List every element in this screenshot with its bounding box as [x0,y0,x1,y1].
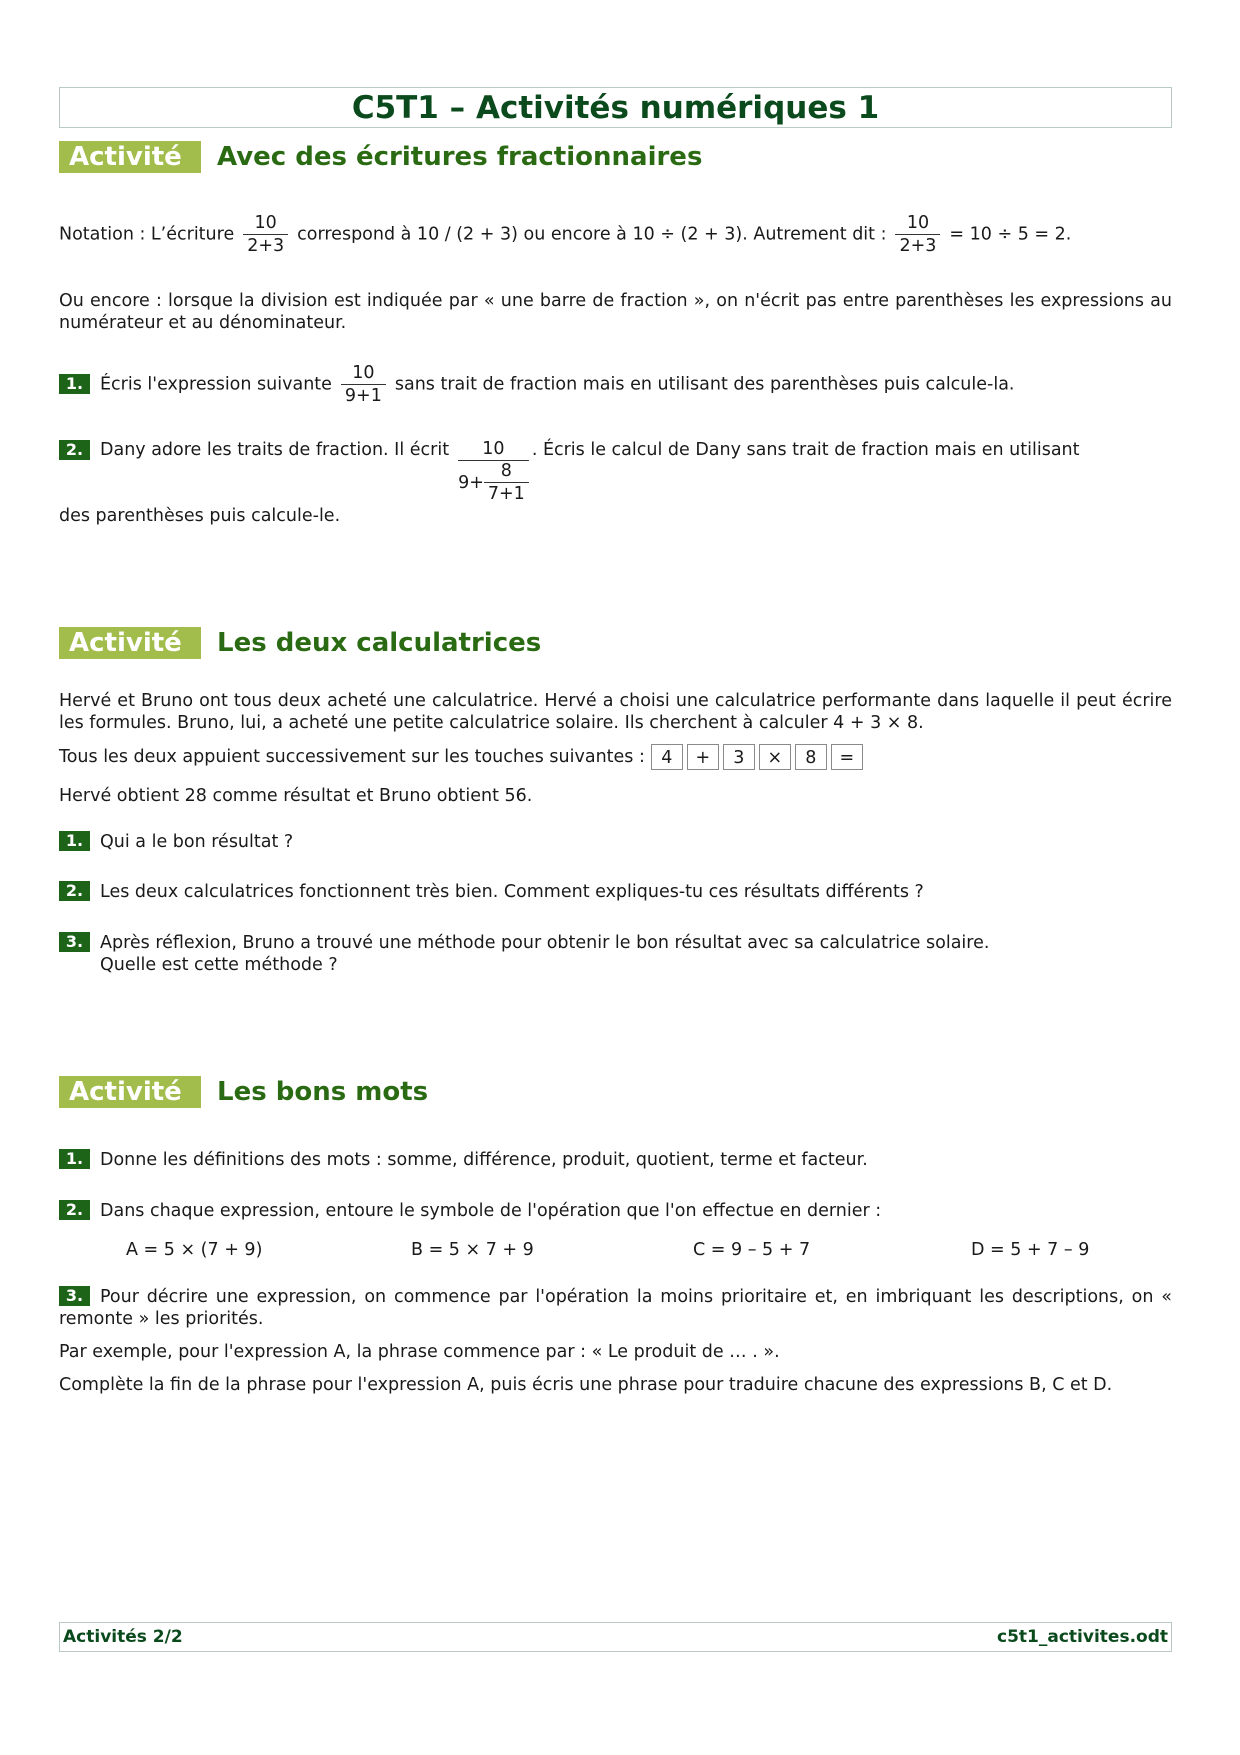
complete-paragraph: Complète la fin de la phrase pour l'expression A, puis écris une phrase pour traduire chacune des expressions B, C et D. [59,1375,1113,1395]
activity-4-header [59,627,542,690]
question-number: 3. [59,932,90,952]
question-text: Après réflexion, Bruno a trouvé une méthode pour obtenir le bon résultat avec sa calculatrice solaire. [100,933,990,953]
key-sequence [647,744,863,770]
activity-3-question-1 [59,363,1015,406]
expression-d: D = 5 + 7 – 9 [971,1240,1090,1260]
fraction-denominator: 2+3 [243,234,288,256]
expression-c: C = 9 – 5 + 7 [693,1240,811,1260]
page-title: C5T1 – Activités numériques 1 [59,87,1172,128]
activity-5-badge: Activité 5 [59,1076,201,1108]
activity-5-heading: Les bons mots [217,1077,429,1107]
calculator-key: + [687,744,719,770]
example-line: Par exemple, pour l'expression A, la phrase commence par : « Le produit de … . ». [59,1342,780,1362]
fraction-numerator: 8 [500,461,512,481]
fraction-numerator: 10 [482,439,505,459]
activity-3-question-2-line-2: des parenthèses puis calcule-le. [59,506,341,526]
activity-5-question-3 [59,1286,1172,1330]
activity-3-heading: Avec des écritures fractionnaires [217,142,703,172]
expression-a: A = 5 × (7 + 9) [126,1240,263,1260]
question-number: 2. [59,440,90,460]
notation-suffix: = 10 ÷ 5 = 2. [949,224,1072,245]
question-text: Écris l'expression suivante [100,374,332,395]
question-text: Les deux calculatrices fonctionnent très bien. Comment expliques-tu ces résultats différents ? [100,882,924,902]
question-text: Donne les définitions des mots : somme, différence, produit, quotient, terme et facteur. [100,1150,868,1170]
activity-3-header [59,141,703,204]
activity-4-heading: Les deux calculatrices [217,628,542,658]
keys-label: Tous les deux appuient successivement sur les touches suivantes : [59,747,645,767]
results-line: Hervé obtient 28 comme résultat et Bruno obtient 56. [59,786,533,806]
activity-4-question-2 [59,881,924,903]
notation-prefix: Notation : L’écriture [59,224,235,245]
question-number: 2. [59,881,90,901]
notation-line [59,213,1071,256]
footer-left: Activités 2/2 [63,1627,183,1647]
keys-line [59,744,863,770]
question-text: Dany adore les traits de fraction. Il écrit [100,440,450,460]
question-number: 1. [59,1149,90,1169]
fraction-numerator: 10 [352,363,375,383]
question-number: 1. [59,374,90,394]
ou-encore-paragraph: Ou encore : lorsque la division est indiquée par « une barre de fraction », on n'écrit pas entre parenthèses les expressions au numérateur et au dénominateur. [59,291,1172,333]
activity-5-question-1 [59,1149,868,1171]
fraction-denominator: 2+3 [895,234,940,256]
page-footer [59,1622,1172,1652]
calculator-key: 3 [723,744,755,770]
fraction-numerator: 10 [254,213,277,233]
calculator-key: = [831,744,863,770]
activity-4-badge: Activité 4 [59,627,201,659]
question-text: . Écris le calcul de Dany sans trait de fraction mais en utilisant [531,440,1080,460]
calculator-key: × [759,744,791,770]
question-number: 3. [59,1286,90,1306]
activity-4-question-3-line-2: Quelle est cette méthode ? [100,955,338,975]
fraction [341,363,386,406]
fraction [243,213,288,256]
question-text: sans trait de fraction mais en utilisant des parenthèses puis calcule-la. [394,374,1015,395]
activity-4-intro: Hervé et Bruno ont tous deux acheté une calculatrice. Hervé a choisi une calculatrice performante dans laquelle il peut écrire les formules. Bruno, lui, a acheté une petite calculatrice solaire. Ils cherchent à calculer 4 + 3 × 8. [59,691,1172,733]
activity-5-header [59,1076,429,1139]
question-number: 2. [59,1200,90,1220]
question-text: Dans chaque expression, entoure le symbole de l'opération que l'on effectue en dernier : [100,1201,882,1221]
inner-fraction [484,461,529,504]
denominator-prefix: 9+ [458,472,484,493]
activity-3-question-2 [59,439,1172,504]
calculator-key: 8 [795,744,827,770]
question-text: Pour décrire une expression, on commence par l'opération la moins prioritaire et, en imbriquant les descriptions, on « remonte » les priorités. [59,1287,1172,1329]
fraction [895,213,940,256]
calculator-key: 4 [651,744,683,770]
complex-fraction [458,439,529,504]
activity-4-question-1 [59,831,293,853]
fraction-numerator: 10 [906,213,930,233]
fraction-denominator: 9+1 [341,384,386,406]
activity-5-question-2 [59,1200,881,1222]
activity-4-question-3 [59,932,989,954]
fraction-denominator [458,460,529,504]
activity-3-badge: Activité 3 [59,141,201,173]
footer-right: c5t1_activites.odt [997,1627,1168,1647]
question-number: 1. [59,831,90,851]
question-text: Qui a le bon résultat ? [100,832,294,852]
fraction-denominator: 7+1 [484,482,529,504]
expression-b: B = 5 × 7 + 9 [411,1240,534,1260]
notation-middle: correspond à 10 / (2 + 3) ou encore à 10 ÷ (2 + 3). Autrement dit : [297,224,887,245]
